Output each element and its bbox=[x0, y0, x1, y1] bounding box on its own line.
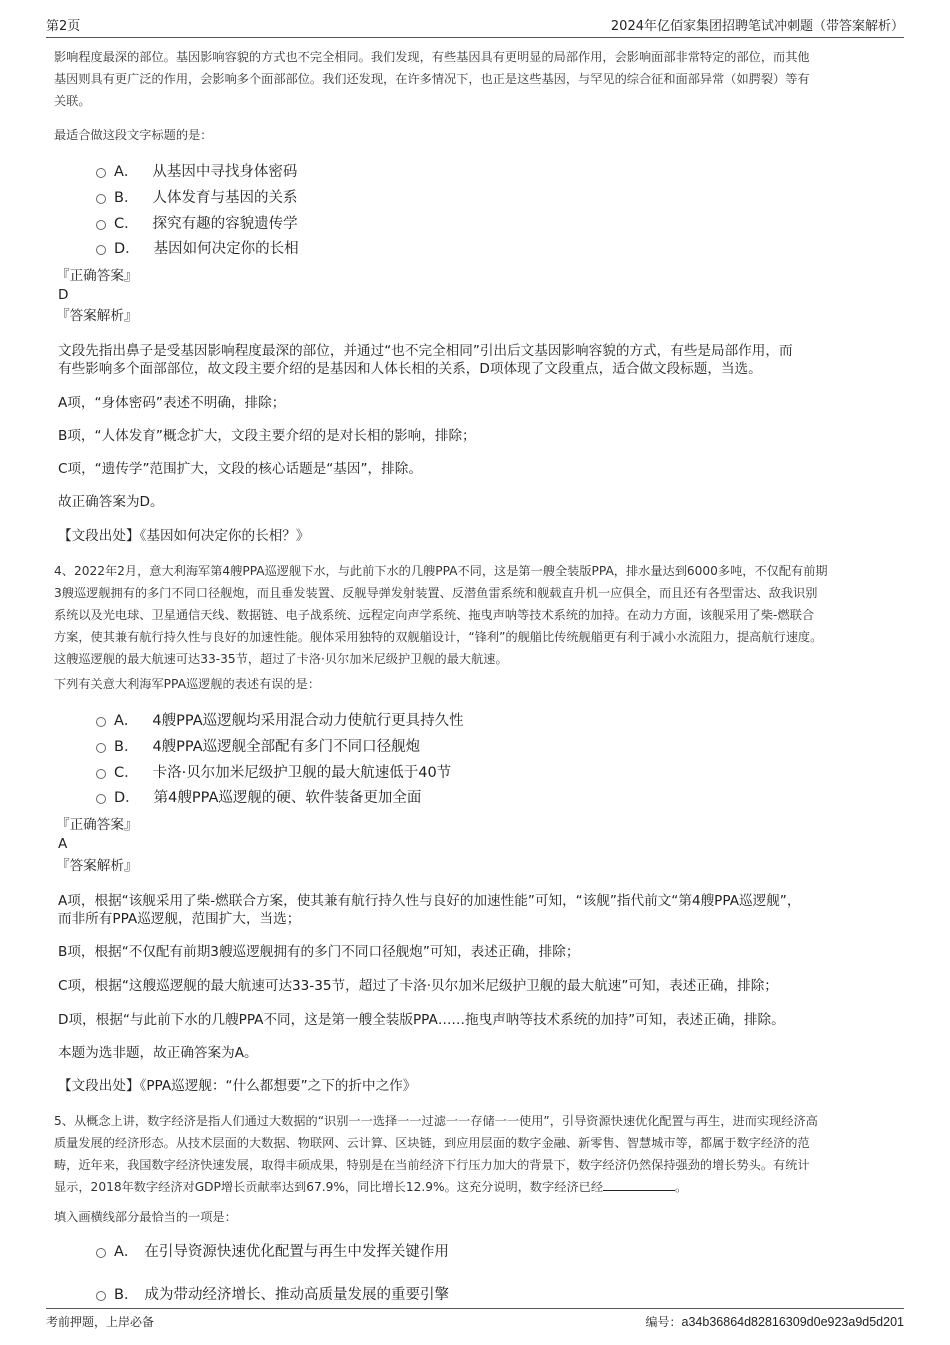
radio-button[interactable] bbox=[96, 717, 106, 727]
q3-passage-line: 影响程度最深的部位。基因影响容貌的方式也不完全相同。我们发现，有些基因具有更明显的局部作用，会影响面部非常特定的部位，而其他 bbox=[54, 50, 810, 64]
radio-button[interactable] bbox=[96, 1248, 106, 1258]
q3-analysis-a: A项，“身体密码”表述不明确，排除； bbox=[58, 395, 286, 411]
page-footer bbox=[46, 1308, 904, 1335]
q5-passage-line: 畴，近年来，我国数字经济快速发展，取得丰硕成果，特别是在当前经济下行压力加大的背景下，数字经济仍然保持强劲的增长势头。有统计 bbox=[54, 1158, 810, 1172]
q5-option-a[interactable]: A． 在引导资源快速优化配置与再生中发挥关键作用 bbox=[96, 1240, 449, 1261]
q4-analysis-label: 『答案解析』 bbox=[56, 858, 138, 874]
radio-button[interactable] bbox=[96, 743, 106, 753]
page-number: 第2页 bbox=[46, 19, 81, 34]
q4-option-d[interactable]: D． 第4艘PPA巡逻舰的硬、软件装备更加全面 bbox=[96, 786, 421, 807]
q3-option-d[interactable]: D． 基因如何决定你的长相 bbox=[96, 237, 299, 258]
q4-passage-line: 4、2022年2月，意大利海军第4艘PPA巡逻舰下水，与此前下水的几艘PPA不同，这是第一艘全装版PPA，排水量达到6000多吨，不仅配有前期 bbox=[54, 564, 828, 578]
q4-analysis-a-cont: 而非所有PPA巡逻舰，范围扩大，当选； bbox=[58, 911, 301, 927]
q3-conclusion: 故正确答案为D。 bbox=[58, 494, 164, 510]
q4-analysis-b: B项，根据“不仅配有前期3艘巡逻舰拥有的多门不同口径舰炮”可知，表述正确，排除； bbox=[58, 944, 580, 960]
q3-analysis-c: C项，“遗传学”范围扩大，文段的核心话题是“基因”，排除。 bbox=[58, 461, 422, 477]
q3-analysis-label: 『答案解析』 bbox=[56, 308, 138, 324]
radio-button[interactable] bbox=[96, 220, 106, 230]
footer-slogan: 考前押题，上岸必备 bbox=[46, 1315, 155, 1329]
cut-off-line bbox=[54, 32, 904, 44]
q4-passage-line: 系统以及光电球、卫星通信天线、数据链、电子战系统、远程定向声学系统、拖曳声呐等技术系统的加持。在动力方面，该舰采用了柴-燃联合 bbox=[54, 608, 815, 622]
q3-answer-label: 『正确答案』 bbox=[56, 268, 138, 284]
q4-answer-label: 『正确答案』 bbox=[56, 817, 138, 833]
radio-button[interactable] bbox=[96, 769, 106, 779]
q3-analysis-line: 有些影响多个面部部位，故文段主要介绍的是基因和人体长相的关系，D项体现了文段重点，适合做文段标题，当选。 bbox=[58, 361, 762, 377]
q4-answer: A bbox=[58, 836, 68, 852]
radio-button[interactable] bbox=[96, 1291, 106, 1301]
q5-prompt: 填入画横线部分最恰当的一项是： bbox=[54, 1210, 237, 1224]
radio-button[interactable] bbox=[96, 245, 106, 255]
q5-passage-line: 5、从概念上讲，数字经济是指人们通过大数据的“识别一一选择一一过滤一一存储一一使用”，引导资源快速优化配置与再生，进而实现经济高 bbox=[54, 1114, 818, 1128]
radio-button[interactable] bbox=[96, 168, 106, 178]
q3-option-c[interactable]: C． 探究有趣的容貌遗传学 bbox=[96, 212, 298, 233]
document-id: 编号：a34b36864d82816309d0e923a9d5d201 bbox=[645, 1315, 904, 1329]
q3-option-a[interactable]: A． 从基因中寻找身体密码 bbox=[96, 160, 297, 181]
q4-passage-line: 方案，使其兼有航行持久性与良好的加速性能。舰体采用独特的双舰艏设计，“锋利”的舰艏比传统舰艏更有利于减小水流阻力，提高航行速度。 bbox=[54, 630, 823, 644]
radio-button[interactable] bbox=[96, 794, 106, 804]
radio-button[interactable] bbox=[96, 194, 106, 204]
q4-option-b[interactable]: B． 4艘PPA巡逻舰全部配有多门不同口径舰炮 bbox=[96, 735, 420, 756]
q4-option-c[interactable]: C． 卡洛·贝尔加米尼级护卫舰的最大航速低于40节 bbox=[96, 761, 451, 782]
q3-analysis-b: B项，“人体发育”概念扩大，文段主要介绍的是对长相的影响，排除； bbox=[58, 428, 476, 444]
q3-option-b[interactable]: B． 人体发育与基因的关系 bbox=[96, 186, 297, 207]
q5-option-b[interactable]: B． 成为带动经济增长、推动高质量发展的重要引擎 bbox=[96, 1283, 449, 1304]
q3-passage-line: 关联。 bbox=[54, 94, 91, 108]
q3-passage-line: 基因则具有更广泛的作用，会影响多个面部部位。我们还发现，在许多情况下，也正是这些基因，与罕见的综合征和面部异常（如腭裂）等有 bbox=[54, 72, 810, 86]
q4-prompt: 下列有关意大利海军PPA巡逻舰的表述有误的是： bbox=[54, 677, 321, 691]
q4-passage-line: 3艘巡逻舰拥有的多门不同口径舰炮，而且垂发装置、反舰导弹发射装置、反潜鱼雷系统和舰载直升机一应俱全，而且还有各型雷达、敌我识别 bbox=[54, 586, 818, 600]
q4-option-a[interactable]: A． 4艘PPA巡逻舰均采用混合动力使航行更具持久性 bbox=[96, 709, 464, 730]
q5-passage-line: 显示，2018年数字经济对GDP增长贡献率达到67.9%，同比增长12.9%。这充分说明，数字经济已经 。 bbox=[54, 1180, 688, 1194]
q3-source: 【文段出处】《基因如何决定你的长相？》 bbox=[58, 528, 310, 544]
q4-conclusion: 本题为选非题，故正确答案为A。 bbox=[58, 1045, 258, 1061]
q4-analysis-a: A项，根据“该舰采用了柴-燃联合方案，使其兼有航行持久性与良好的加速性能”可知，“该舰”指代前文“第4艘PPA巡逻舰”， bbox=[58, 893, 801, 909]
q4-analysis-c: C项，根据“这艘巡逻舰的最大航速可达33-35节，超过了卡洛·贝尔加米尼级护卫舰的最大航速”可知，表述正确，排除； bbox=[58, 978, 778, 994]
q4-passage-line: 这艘巡逻舰的最大航速可达33-35节，超过了卡洛·贝尔加米尼级护卫舰的最大航速。 bbox=[54, 652, 508, 666]
document-title: 2024年亿佰家集团招聘笔试冲刺题（带答案解析） bbox=[610, 19, 904, 34]
q3-answer: D bbox=[58, 287, 69, 303]
q4-analysis-d: D项，根据“与此前下水的几艘PPA不同，这是第一艘全装版PPA……拖曳声呐等技术系统的加持”可知，表述正确，排除。 bbox=[58, 1012, 785, 1028]
q3-analysis-line: 文段先指出鼻子是受基因影响程度最深的部位，并通过“也不完全相同”引出后文基因影响容貌的方式，有些是局部作用，而 bbox=[58, 343, 793, 359]
q5-passage-line: 质量发展的经济形态。从技术层面的大数据、物联网、云计算、区块链，到应用层面的数字金融、新零售、智慧城市等，都属于数字经济的范 bbox=[54, 1136, 810, 1150]
q3-prompt: 最适合做这段文字标题的是： bbox=[54, 128, 213, 142]
q4-source: 【文段出处】《PPA巡逻舰：“什么都想要”之下的折中之作》 bbox=[58, 1078, 417, 1094]
fill-in-blank bbox=[603, 1178, 675, 1191]
